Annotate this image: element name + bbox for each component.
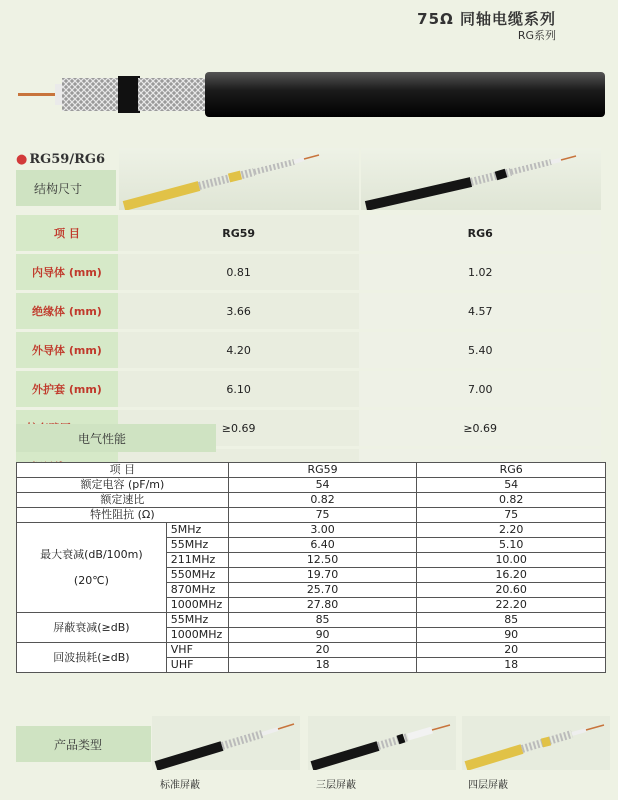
- return-loss-label: 回波损耗(≥dB): [17, 643, 167, 673]
- rg6-value: 22.20: [417, 598, 606, 613]
- electrical-header-row: [17, 463, 606, 478]
- rg6-value: 5.40: [359, 332, 601, 368]
- rg6-value: 0.82: [417, 493, 606, 508]
- elec-header-rg6: RG6: [417, 463, 606, 478]
- dim-header-rg6: RG6: [359, 215, 601, 251]
- electrical-table: [16, 462, 606, 673]
- rg59-value: 20: [228, 643, 417, 658]
- rg6-value: 20: [417, 643, 606, 658]
- rg6-value: 54: [417, 478, 606, 493]
- freq-cell: 55MHz: [166, 538, 228, 553]
- product-type-label: 产品类型: [16, 726, 151, 762]
- freq-cell: UHF: [166, 658, 228, 673]
- freq-cell: 211MHz: [166, 553, 228, 568]
- rg6-value: 7.00: [359, 371, 601, 407]
- rg6-value: 16.20: [417, 568, 606, 583]
- rg6-value: 20.60: [417, 583, 606, 598]
- freq-cell: 1000MHz: [166, 598, 228, 613]
- rg59-value: 3.00: [228, 523, 417, 538]
- rg59-value: 27.80: [228, 598, 417, 613]
- rg59-value: 0.82: [228, 493, 417, 508]
- table-row: [17, 508, 606, 523]
- rg59-value: 25.70: [228, 583, 417, 598]
- table-row: [16, 371, 601, 407]
- row-label: 额定速比: [17, 493, 229, 508]
- rg6-value: 10.00: [417, 553, 606, 568]
- elec-header-rg59: RG59: [228, 463, 417, 478]
- dim-header-item: 项 目: [16, 215, 118, 251]
- table-row: [16, 254, 601, 290]
- hero-cable-image: [0, 60, 618, 130]
- freq-cell: 5MHz: [166, 523, 228, 538]
- bullet-icon: ●: [16, 152, 28, 167]
- table-row: [16, 332, 601, 368]
- page-subtitle: RG系列: [517, 29, 556, 42]
- dimension-header-row: [16, 215, 601, 251]
- product-caption: 标准屏蔽: [160, 780, 200, 791]
- rg6-value: 5.10: [417, 538, 606, 553]
- row-label: 绝缘体 (mm): [16, 293, 118, 329]
- rg6-cable-image: [361, 148, 601, 210]
- row-label: 外护套 (mm): [16, 371, 118, 407]
- rg6-value: 90: [417, 628, 606, 643]
- page-title: 75Ω 同轴电缆系列: [417, 10, 556, 28]
- freq-cell: VHF: [166, 643, 228, 658]
- section-name: RG59/RG6: [29, 152, 106, 167]
- rg6-value: ≥0.69: [359, 410, 601, 446]
- rg6-value: 18: [417, 658, 606, 673]
- attenuation-label: 最大衰减(dB/100m): [40, 547, 143, 561]
- row-label: 额定电容 (pF/m): [17, 478, 229, 493]
- rg59-value: 85: [228, 613, 417, 628]
- freq-cell: 870MHz: [166, 583, 228, 598]
- standard-shield-image: [152, 716, 300, 770]
- row-label: 特性阻抗 (Ω): [17, 508, 229, 523]
- rg59-value: ≥0.69: [118, 410, 360, 446]
- attenuation-temp: (20℃): [73, 573, 109, 587]
- row-label: 外导体 (mm): [16, 332, 118, 368]
- rg59-value: 54: [228, 478, 417, 493]
- rg59-value: 19.70: [228, 568, 417, 583]
- table-row: [17, 493, 606, 508]
- table-row: [16, 293, 601, 329]
- rg59-value: 90: [228, 628, 417, 643]
- row-label: 内导体 (mm): [16, 254, 118, 290]
- rg59-value: 0.81: [118, 254, 360, 290]
- section-heading: [16, 152, 105, 167]
- table-row: [17, 643, 606, 658]
- attenuation-group-label: [17, 523, 167, 613]
- table-row: [17, 523, 606, 538]
- shielding-label: 屏蔽衰减(≥dB): [17, 613, 167, 643]
- dim-header-rg59: RG59: [118, 215, 360, 251]
- rg6-value: 1.02: [359, 254, 601, 290]
- triple-shield-image: [308, 716, 456, 770]
- rg6-value: 4.57: [359, 293, 601, 329]
- rg6-value: 75: [417, 508, 606, 523]
- rg59-value: 75: [228, 508, 417, 523]
- rg6-value: 2.20: [417, 523, 606, 538]
- rg6-value: 85: [417, 613, 606, 628]
- structure-label: 结构尺寸: [16, 170, 116, 206]
- freq-cell: 550MHz: [166, 568, 228, 583]
- freq-cell: 55MHz: [166, 613, 228, 628]
- product-caption: 三层屏蔽: [316, 780, 356, 791]
- elec-header-item: 项 目: [17, 463, 229, 478]
- rg59-value: 3.66: [118, 293, 360, 329]
- rg59-value: 12.50: [228, 553, 417, 568]
- product-caption: 四层屏蔽: [468, 780, 508, 791]
- quad-shield-image: [462, 716, 610, 770]
- rg59-value: 6.10: [118, 371, 360, 407]
- freq-cell: 1000MHz: [166, 628, 228, 643]
- electrical-label: 电气性能: [16, 424, 216, 452]
- rg59-cable-image: [119, 148, 359, 210]
- table-row: [17, 478, 606, 493]
- rg59-value: 4.20: [118, 332, 360, 368]
- rg59-value: 6.40: [228, 538, 417, 553]
- table-row: [17, 613, 606, 628]
- rg59-value: 18: [228, 658, 417, 673]
